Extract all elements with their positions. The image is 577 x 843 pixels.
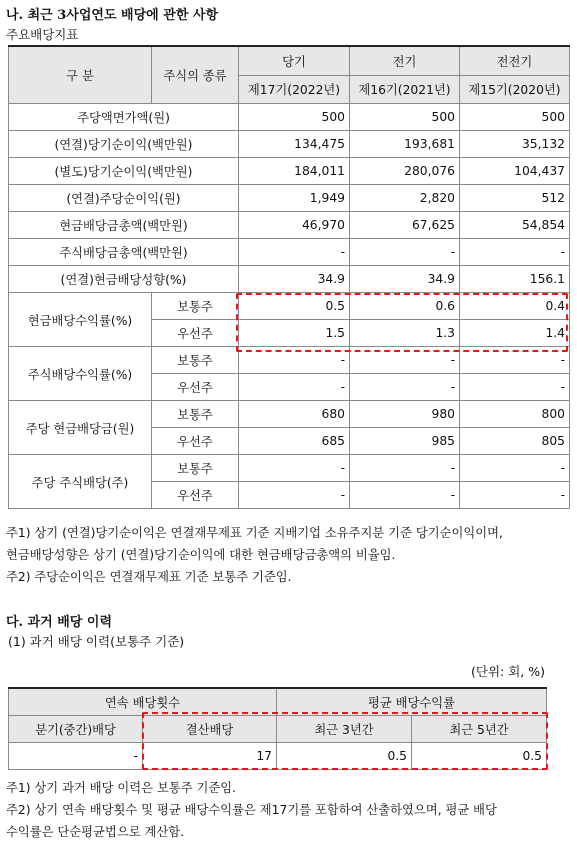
cell-value: 500 (239, 104, 350, 131)
cell-value: 193,681 (350, 131, 460, 158)
note-line: 주1) 상기 (연결)당기순이익은 연결재무제표 기준 지배기업 소유주지분 기준 당기순이익이며, (6, 526, 503, 540)
cell-value: 2,820 (350, 185, 460, 212)
cell-value: 805 (460, 428, 570, 455)
header-avg-yield: 평균 배당수익률 (277, 688, 547, 716)
group-label: 주당 주식배당(주) (9, 455, 152, 509)
cell-value: 1,949 (239, 185, 350, 212)
stock-type: 보통주 (152, 293, 239, 320)
note-line: 주2) 주당순이익은 연결재무제표 기준 보통주 기준임. (6, 570, 292, 584)
note-line: 주2) 상기 연속 배당횟수 및 평균 배당수익률은 제17기를 포함하여 산출하였으며, 평균 배당 (6, 803, 497, 817)
header-settlement: 결산배당 (143, 716, 277, 743)
cell-value: 184,011 (239, 158, 350, 185)
header-period-current-sub: 제17기(2022년) (239, 75, 350, 104)
cell-value: 0.5 (239, 293, 350, 320)
value-recent5: 0.5 (412, 743, 547, 770)
cell-value: 35,132 (460, 131, 570, 158)
dividend-indicators-table (8, 45, 570, 509)
cell-value: - (350, 455, 460, 482)
section-title-history: 다. 과거 배당 이력 (6, 615, 113, 630)
header-gubun: 구 분 (9, 46, 152, 104)
unit-label: (단위: 회, %) (471, 664, 545, 679)
cell-value: - (350, 239, 460, 266)
cell-value: 685 (239, 428, 350, 455)
table-row (9, 185, 570, 212)
cell-value: - (239, 347, 350, 374)
cell-value: 34.9 (239, 266, 350, 293)
row-label: (연결)당기순이익(백만원) (9, 131, 239, 158)
cell-value: - (460, 455, 570, 482)
table-row (9, 266, 570, 293)
cell-value: - (350, 347, 460, 374)
note-line: 주1) 상기 과거 배당 이력은 보통주 기준임. (6, 781, 237, 795)
header-stock-type: 주식의 종류 (152, 46, 239, 104)
cell-value: - (460, 347, 570, 374)
cell-value: - (239, 239, 350, 266)
group-label: 주당 현금배당금(원) (9, 401, 152, 455)
section-subtitle-key-indicators: 주요배당지표 (6, 27, 79, 42)
cell-value: - (460, 482, 570, 509)
cell-value: 104,437 (460, 158, 570, 185)
stock-type: 우선주 (152, 482, 239, 509)
note-line: 현금배당성향은 상기 (연결)당기순이익에 대한 현금배당금총액의 비율임. (6, 548, 396, 562)
header-recent3: 최근 3년간 (277, 716, 412, 743)
cell-value: 0.4 (460, 293, 570, 320)
cell-value: - (239, 374, 350, 401)
cell-value: 34.9 (350, 266, 460, 293)
notes-section-da (6, 777, 497, 843)
cell-value: 46,970 (239, 212, 350, 239)
note-line: 수익률은 단순평균법으로 계산함. (6, 825, 185, 839)
row-label: (연결)현금배당성향(%) (9, 266, 239, 293)
table-row (9, 347, 570, 374)
cell-value: 1.4 (460, 320, 570, 347)
header-quarterly: 분기(중간)배당 (9, 716, 143, 743)
section-subtitle-history: (1) 과거 배당 이력(보통주 기준) (8, 634, 185, 649)
cell-value: - (350, 482, 460, 509)
cell-value: 500 (350, 104, 460, 131)
table-row (9, 455, 570, 482)
table-row (9, 239, 570, 266)
section-title-dividend: 나. 최근 3사업연도 배당에 관한 사항 (6, 8, 219, 23)
cell-value: 67,625 (350, 212, 460, 239)
cell-value: 512 (460, 185, 570, 212)
dividend-history-table (8, 687, 547, 770)
cell-value: 280,076 (350, 158, 460, 185)
cell-value: - (239, 455, 350, 482)
header-period-prior: 전기 (350, 46, 460, 75)
table-row (9, 401, 570, 428)
cell-value: 134,475 (239, 131, 350, 158)
cell-value: 0.6 (350, 293, 460, 320)
table-row (9, 158, 570, 185)
value-recent3: 0.5 (277, 743, 412, 770)
row-label: 주식배당금총액(백만원) (9, 239, 239, 266)
header-period-prior-sub: 제16기(2021년) (350, 75, 460, 104)
header-period-current: 당기 (239, 46, 350, 75)
cell-value: 156.1 (460, 266, 570, 293)
cell-value: 1.3 (350, 320, 460, 347)
group-label: 현금배당수익률(%) (9, 293, 152, 347)
cell-value: - (460, 239, 570, 266)
table-row (9, 212, 570, 239)
stock-type: 우선주 (152, 320, 239, 347)
header-period-prior2: 전전기 (460, 46, 570, 75)
cell-value: 680 (239, 401, 350, 428)
cell-value: 985 (350, 428, 460, 455)
row-label: 현금배당금총액(백만원) (9, 212, 239, 239)
header-period-prior2-sub: 제15기(2020년) (460, 75, 570, 104)
table-row (9, 131, 570, 158)
cell-value: 54,854 (460, 212, 570, 239)
table-row (9, 104, 570, 131)
cell-value: 500 (460, 104, 570, 131)
notes-section-na (6, 522, 503, 588)
value-quarterly: - (9, 743, 143, 770)
stock-type: 보통주 (152, 401, 239, 428)
row-label: 주당액면가액(원) (9, 104, 239, 131)
cell-value: 1.5 (239, 320, 350, 347)
header-consecutive: 연속 배당횟수 (9, 688, 277, 716)
row-label: (연결)주당순이익(원) (9, 185, 239, 212)
cell-value: 800 (460, 401, 570, 428)
stock-type: 우선주 (152, 428, 239, 455)
value-settlement: 17 (143, 743, 277, 770)
stock-type: 우선주 (152, 374, 239, 401)
stock-type: 보통주 (152, 347, 239, 374)
cell-value: - (239, 482, 350, 509)
header-recent5: 최근 5년간 (412, 716, 547, 743)
stock-type: 보통주 (152, 455, 239, 482)
row-label: (별도)당기순이익(백만원) (9, 158, 239, 185)
cell-value: - (350, 374, 460, 401)
cell-value: - (460, 374, 570, 401)
cell-value: 980 (350, 401, 460, 428)
group-label: 주식배당수익률(%) (9, 347, 152, 401)
table-row (9, 293, 570, 320)
